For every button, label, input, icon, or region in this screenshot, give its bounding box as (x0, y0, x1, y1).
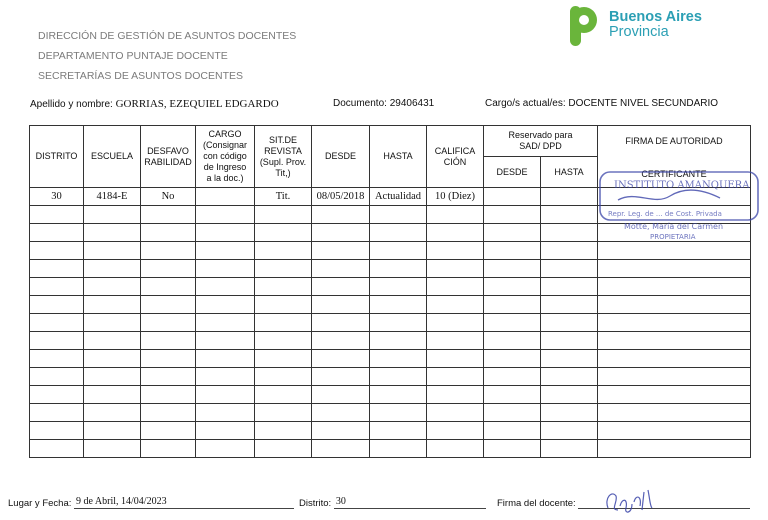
cell-reservado-hasta (541, 260, 598, 278)
cell-distrito (30, 386, 84, 404)
cell-desfavorabilidad (141, 332, 196, 350)
cell-cargo (196, 350, 255, 368)
cell-situacion-revista (255, 440, 312, 458)
cell-reservado-desde (484, 440, 541, 458)
cell-hasta (370, 368, 427, 386)
cell-desfavorabilidad (141, 314, 196, 332)
cell-escuela (84, 404, 141, 422)
cell-distrito (30, 206, 84, 224)
logo-mark-icon (568, 4, 604, 48)
cell-distrito (30, 404, 84, 422)
cell-reservado-desde (484, 368, 541, 386)
cell-firma (598, 350, 751, 368)
cell-situacion-revista (255, 386, 312, 404)
cell-reservado-desde (484, 422, 541, 440)
cell-cargo (196, 224, 255, 242)
cell-desde (312, 422, 370, 440)
col-reservado-desde: DESDE (484, 157, 541, 188)
cell-firma (598, 440, 751, 458)
col-firma-autoridad: FIRMA DE AUTORIDAD CERTIFICANTE (598, 126, 751, 188)
cell-cargo (196, 440, 255, 458)
table-row (30, 296, 751, 314)
cell-situacion-revista (255, 224, 312, 242)
cell-calificacion (427, 206, 484, 224)
cell-cargo (196, 314, 255, 332)
lugar-fecha-field (8, 496, 294, 509)
cell-firma (598, 188, 751, 206)
cell-desde (312, 278, 370, 296)
cell-calificacion (427, 422, 484, 440)
cell-reservado-hasta (541, 350, 598, 368)
table-row (30, 206, 751, 224)
cell-hasta (370, 242, 427, 260)
cell-situacion-revista (255, 332, 312, 350)
cell-reservado-hasta (541, 386, 598, 404)
cell-hasta (370, 278, 427, 296)
table-row (30, 350, 751, 368)
cell-desfavorabilidad (141, 278, 196, 296)
table-row (30, 224, 751, 242)
cell-firma (598, 332, 751, 350)
cell-reservado-desde (484, 206, 541, 224)
header-line-secretarias: SECRETARÍAS DE ASUNTOS DOCENTES (38, 70, 243, 82)
cell-hasta (370, 206, 427, 224)
cell-distrito (30, 224, 84, 242)
cell-desfavorabilidad (141, 350, 196, 368)
cell-desde: 08/05/2018 (312, 188, 370, 206)
cell-distrito (30, 242, 84, 260)
cell-reservado-hasta (541, 188, 598, 206)
cell-desfavorabilidad (141, 242, 196, 260)
cell-firma (598, 386, 751, 404)
cell-firma (598, 260, 751, 278)
cell-desfavorabilidad (141, 224, 196, 242)
stamp-line2: Repr. Leg. de ... de Cost. Privada (608, 210, 722, 218)
cell-cargo (196, 278, 255, 296)
table-row (30, 422, 751, 440)
cell-hasta (370, 314, 427, 332)
cell-reservado-desde (484, 314, 541, 332)
cell-firma (598, 206, 751, 224)
cell-reservado-desde (484, 242, 541, 260)
cell-desde (312, 296, 370, 314)
cell-escuela (84, 296, 141, 314)
cell-reservado-hasta (541, 404, 598, 422)
cell-desfavorabilidad (141, 368, 196, 386)
cell-situacion-revista: Tit. (255, 188, 312, 206)
cell-desde (312, 206, 370, 224)
cell-escuela: 4184-E (84, 188, 141, 206)
cell-desde (312, 242, 370, 260)
lugar-fecha-label: Lugar y Fecha: (8, 498, 72, 509)
cell-distrito (30, 422, 84, 440)
cell-reservado-desde (484, 224, 541, 242)
col-calificacion: CALIFICA CIÓN (427, 126, 484, 188)
cell-calificacion (427, 368, 484, 386)
cell-desfavorabilidad (141, 440, 196, 458)
col-desfavorabilidad: DESFAVO RABILIDAD (141, 126, 196, 188)
cell-hasta (370, 224, 427, 242)
cell-hasta (370, 422, 427, 440)
cell-escuela (84, 206, 141, 224)
cell-cargo (196, 206, 255, 224)
col-reservado: Reservado para SAD/ DPD (484, 126, 598, 157)
cell-reservado-hasta (541, 440, 598, 458)
cell-calificacion (427, 314, 484, 332)
cell-reservado-hasta (541, 422, 598, 440)
cell-situacion-revista (255, 314, 312, 332)
stamp-line4: PROPIETARIA (650, 233, 696, 241)
logo-line2: Provincia (609, 24, 669, 40)
cell-calificacion (427, 404, 484, 422)
col-escuela: ESCUELA (84, 126, 141, 188)
table-row (30, 242, 751, 260)
cell-hasta (370, 404, 427, 422)
distrito-label: Distrito: (299, 498, 332, 509)
table-row (30, 386, 751, 404)
cell-situacion-revista (255, 278, 312, 296)
cell-cargo (196, 368, 255, 386)
cell-distrito (30, 350, 84, 368)
cell-reservado-hasta (541, 332, 598, 350)
cell-calificacion (427, 224, 484, 242)
cell-calificacion (427, 350, 484, 368)
cell-hasta (370, 440, 427, 458)
cell-reservado-hasta (541, 224, 598, 242)
header-line-departamento: DEPARTAMENTO PUNTAJE DOCENTE (38, 50, 228, 62)
cell-calificacion (427, 386, 484, 404)
header-lines (38, 26, 296, 86)
cell-cargo (196, 188, 255, 206)
cell-reservado-hasta (541, 314, 598, 332)
distrito-field (299, 496, 486, 509)
cell-cargo (196, 404, 255, 422)
cell-cargo (196, 422, 255, 440)
name-value: GORRIAS, EZEQUIEL EDGARDO (115, 98, 279, 110)
cell-escuela (84, 332, 141, 350)
cell-escuela (84, 386, 141, 404)
cell-situacion-revista (255, 296, 312, 314)
cell-escuela (84, 314, 141, 332)
cell-situacion-revista (255, 368, 312, 386)
buenos-aires-logo (568, 4, 708, 48)
cell-desde (312, 386, 370, 404)
cell-desde (312, 332, 370, 350)
cell-escuela (84, 224, 141, 242)
cell-desfavorabilidad (141, 386, 196, 404)
table-row (30, 332, 751, 350)
cell-distrito (30, 260, 84, 278)
cell-distrito (30, 314, 84, 332)
cell-situacion-revista (255, 404, 312, 422)
col-reservado-hasta: HASTA (541, 157, 598, 188)
cell-escuela (84, 368, 141, 386)
cell-desfavorabilidad (141, 296, 196, 314)
lugar-fecha-value: 9 de Abril, 14/04/2023 (74, 496, 294, 509)
name-label: Apellido y nombre: (30, 99, 113, 110)
cell-situacion-revista (255, 350, 312, 368)
cell-cargo (196, 260, 255, 278)
cell-hasta: Actualidad (370, 188, 427, 206)
cell-reservado-desde (484, 296, 541, 314)
cell-desde (312, 350, 370, 368)
cell-hasta (370, 296, 427, 314)
cell-situacion-revista (255, 206, 312, 224)
table-row (30, 440, 751, 458)
cell-cargo (196, 296, 255, 314)
document-label: Documento: (333, 98, 387, 109)
cell-escuela (84, 422, 141, 440)
cell-reservado-desde (484, 350, 541, 368)
cargo-field (485, 98, 718, 109)
cell-escuela (84, 242, 141, 260)
cell-firma (598, 224, 751, 242)
cell-desde (312, 224, 370, 242)
stamp-line3: Motte, María del Carmen (624, 222, 724, 231)
cell-situacion-revista (255, 242, 312, 260)
cell-reservado-desde (484, 188, 541, 206)
cell-reservado-desde (484, 260, 541, 278)
cell-reservado-hasta (541, 278, 598, 296)
cell-cargo (196, 386, 255, 404)
cell-distrito (30, 278, 84, 296)
cell-hasta (370, 332, 427, 350)
cell-calificacion (427, 332, 484, 350)
cell-desfavorabilidad (141, 260, 196, 278)
document-value: 29406431 (389, 98, 435, 109)
cell-calificacion (427, 296, 484, 314)
cell-desfavorabilidad (141, 422, 196, 440)
cell-desde (312, 404, 370, 422)
table-body (30, 188, 751, 458)
cell-calificacion (427, 242, 484, 260)
cell-distrito (30, 296, 84, 314)
table-row (30, 314, 751, 332)
cell-distrito (30, 368, 84, 386)
stamp-line1: INSTITUTO AMANQUERA (614, 180, 750, 191)
cell-reservado-desde (484, 386, 541, 404)
table-row (30, 404, 751, 422)
logo-line1: Buenos Aires (609, 9, 702, 25)
table-row (30, 278, 751, 296)
cell-reservado-desde (484, 404, 541, 422)
cell-situacion-revista (255, 260, 312, 278)
col-cargo: CARGO (Consignar con código de Ingreso a la doc.) (196, 126, 255, 188)
document-field (333, 98, 434, 109)
cell-calificacion (427, 260, 484, 278)
cell-desfavorabilidad (141, 404, 196, 422)
cell-cargo (196, 332, 255, 350)
cell-firma (598, 422, 751, 440)
name-field (30, 98, 279, 110)
col-hasta: HASTA (370, 126, 427, 188)
cell-firma (598, 296, 751, 314)
cell-firma (598, 314, 751, 332)
cell-distrito (30, 332, 84, 350)
table-row (30, 260, 751, 278)
cell-firma (598, 404, 751, 422)
cell-desde (312, 314, 370, 332)
table-row (30, 368, 751, 386)
col-distrito: DISTRITO (30, 126, 84, 188)
cell-firma (598, 368, 751, 386)
cell-calificacion: 10 (Diez) (427, 188, 484, 206)
cell-cargo (196, 242, 255, 260)
cell-desfavorabilidad: No (141, 188, 196, 206)
cell-reservado-desde (484, 332, 541, 350)
cell-hasta (370, 386, 427, 404)
cell-reservado-hasta (541, 206, 598, 224)
cell-hasta (370, 350, 427, 368)
docente-signature (602, 480, 672, 516)
table-row (30, 188, 751, 206)
cell-calificacion (427, 440, 484, 458)
header-line-direccion: DIRECCIÓN DE GESTIÓN DE ASUNTOS DOCENTES (38, 30, 297, 42)
cell-reservado-desde (484, 278, 541, 296)
cell-escuela (84, 350, 141, 368)
firma-docente-label: Firma del docente: (497, 498, 576, 509)
cell-reservado-hasta (541, 296, 598, 314)
col-desde: DESDE (312, 126, 370, 188)
cell-desde (312, 260, 370, 278)
cell-escuela (84, 440, 141, 458)
cell-distrito (30, 440, 84, 458)
cell-escuela (84, 260, 141, 278)
cell-calificacion (427, 278, 484, 296)
cell-escuela (84, 278, 141, 296)
distrito-value: 30 (334, 496, 486, 509)
col-situacion-revista: SIT.DE REVISTA (Supl. Prov. Tit,) (255, 126, 312, 188)
logo-text (609, 10, 702, 40)
cell-desde (312, 440, 370, 458)
cell-desfavorabilidad (141, 206, 196, 224)
cell-hasta (370, 260, 427, 278)
cell-firma (598, 242, 751, 260)
cell-distrito: 30 (30, 188, 84, 206)
antecedentes-table (29, 125, 751, 458)
cargo-label: Cargo/s actual/es: (485, 98, 566, 109)
cell-desde (312, 368, 370, 386)
cell-reservado-hasta (541, 368, 598, 386)
cell-situacion-revista (255, 422, 312, 440)
cell-firma (598, 278, 751, 296)
cargo-value: DOCENTE NIVEL SECUNDARIO (568, 98, 719, 109)
cell-reservado-hasta (541, 242, 598, 260)
